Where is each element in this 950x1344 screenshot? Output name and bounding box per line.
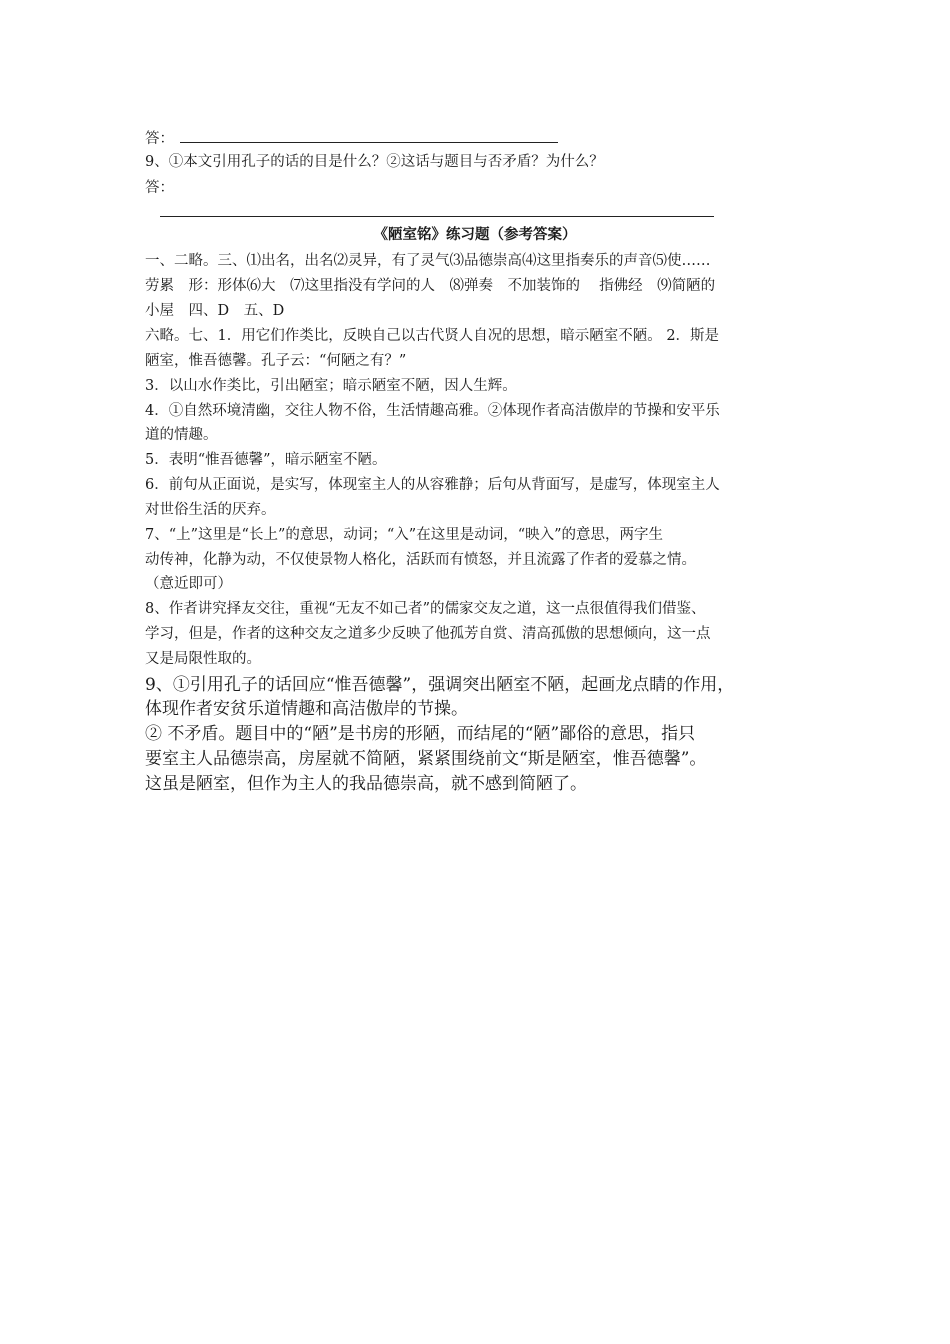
answer-text-line: 六略。七、1．用它们作类比，反映自己以古代贤人自况的思想，暗示陋室不陋。 2．斯是 [145, 328, 720, 344]
answer-text-line: 劳累 形：形体⑹大 ⑺这里指没有学问的人 ⑻弹奏 不加装饰的 指佛经 ⑼简陋的 [145, 278, 716, 294]
answer-text-line: 动传神，化静为动，不仅使景物人格化，活跃而有愤怒，并且流露了作者的爱慕之情。 [145, 552, 696, 568]
answers-title: 《陋室铭》练习题（参考答案） [373, 226, 577, 243]
answer-text-line: 又是局限性取的。 [145, 651, 261, 667]
answer-text-line: 5．表明“惟吾德馨”，暗示陋室不陋。 [145, 452, 387, 468]
answer-text-line: 3．以山水作类比，引出陋室；暗示陋室不陋，因人生辉。 [145, 378, 517, 394]
answer-blank [180, 128, 558, 143]
answer-line-1 [145, 128, 558, 149]
answer-text-line: 陋室，惟吾德馨。孔子云：“何陋之有？” [145, 353, 407, 369]
answer-text-line: 8、作者讲究择友交往，重视“无友不如己者”的儒家交友之道，这一点很值得我们借鉴、 [145, 601, 706, 617]
answer-text-line-large: 这虽是陋室，但作为主人的我品德崇高，就不感到简陋了。 [145, 774, 587, 794]
answer-text-line-large: 要室主人品德崇高，房屋就不简陋，紧紧围绕前文“斯是陋室，惟吾德馨”。 [145, 749, 707, 769]
answer-text-line: 道的情趣。 [145, 427, 218, 443]
answer-text-line: 4．①自然环境清幽，交往人物不俗，生活情趣高雅。②体现作者高洁傲岸的节操和安平乐 [145, 403, 720, 419]
answer-label: 答： [145, 131, 174, 147]
answer-text-line-large: ② 不矛盾。题目中的“陋”是书房的形陋，而结尾的“陋”鄙俗的意思，指只 [145, 724, 696, 744]
answer-text-line-large: 9、①引用孔子的话回应“惟吾德馨”，强调突出陋室不陋，起画龙点睛的作用， [145, 675, 735, 695]
answer-text-line: 学习，但是，作者的这种交友之道多少反映了他孤芳自赏、清高孤傲的思想倾向，这一点 [145, 626, 711, 642]
answer-text-line: 小屋 四、D 五、D [145, 303, 285, 319]
separator-rule [160, 216, 714, 217]
answer-text-line: 对世俗生活的厌弃。 [145, 502, 276, 518]
question-9: 9、①本文引用孔子的话的目是什么？②这话与题目与否矛盾？为什么？ [145, 154, 604, 170]
answer-text-line: 7、“上”这里是“长上”的意思，动词；“入”在这里是动词，“映入”的意思，两字生 [145, 527, 664, 543]
answer-text-line: 6．前句从正面说，是实写，体现室主人的从容雅静；后句从背面写，是虚写，体现室主人 [145, 477, 720, 493]
answer-line-2: 答： [145, 180, 174, 196]
answer-text-line-large: 体现作者安贫乐道情趣和高洁傲岸的节操。 [145, 699, 468, 719]
answer-text-line: （意近即可） [145, 576, 232, 592]
answer-text-line: 一、二略。三、⑴出名，出名⑵灵异，有了灵气⑶品德崇高⑷这里指奏乐的声音⑸使…… [145, 253, 711, 269]
